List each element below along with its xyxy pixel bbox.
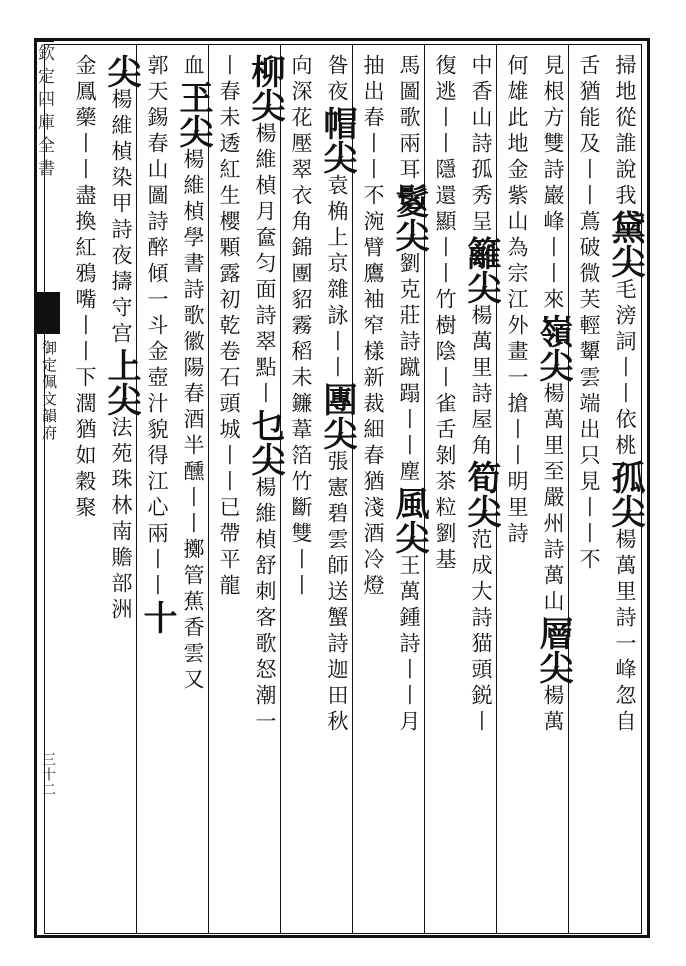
headword: 尖 [101,54,141,88]
text-column [101,54,141,924]
text-segment: 里詩 [505,496,529,548]
text-column [605,54,645,924]
text-segment: 霧稻未鐮葦箔竹斷雙丨丨 [289,314,313,600]
text-segment: 掃地從誰說我 [613,54,637,210]
text-column [533,54,573,924]
text-column [317,54,357,924]
text-column [354,54,386,924]
text-column [210,54,242,924]
text-column [426,54,458,924]
column-rule [568,44,569,934]
text-segment: 舌猶能及丨丨 [577,54,601,210]
text-segment: 血 [181,54,205,80]
text-column [66,54,98,924]
text-column [570,54,602,924]
headword: 鬉尖 [389,184,429,252]
headword: 風尖 [389,486,429,554]
text-segment: 昝夜 [325,54,349,106]
text-segment: 不涴臂鷹袖窄樣新裁 [361,184,385,418]
text-segment: 郭天錫春山圖詩醉傾一斗金壺汁貌得江心兩丨丨 [145,54,169,600]
text-segment: 劉克莊詩蹴蹋丨丨塵 [397,252,421,486]
text-segment: 抽出春丨丨 [361,54,385,184]
text-segment: 丨丨竹樹陰 [433,236,457,366]
text-segment: 馬圖歌兩耳 [397,54,421,184]
text-segment: 毛滂詞丨丨依桃 [613,278,637,460]
text-segment: 金鳳藥丨丨盡換紅鴉嘴 [73,54,97,314]
text-segment: 張憲碧雲師送蟹詩迦田秋 [325,450,349,736]
text-segment: 范成大詩猫頭鋭丨 [469,528,493,736]
text-segment: 楊萬里至嚴州詩萬山 [541,382,565,616]
text-segment: 見根方雙詩巖峰丨丨來 [541,54,565,314]
text-segment: 丨丨下濶猶如穀聚 [73,314,97,522]
text-segment: 丨春未透紅生櫻顆露初乾 [217,54,241,340]
text-segment: 向深 [289,54,313,106]
text-segment: 中香山詩孤秀呈 [469,54,493,236]
headword: 籬尖 [461,236,501,304]
text-segment: 楊萬 [541,684,565,736]
text-column [389,54,429,924]
headword: 玊尖 [173,80,213,148]
headword: 嶺尖 [533,314,573,382]
text-segment: 蔦破微芙輕顰 [577,210,601,366]
headword: 孤尖 [605,460,645,528]
text-segment: 楊維楨學書詩歌徽陽春酒半醺丨丨擲管蕉香雲又 [181,148,205,694]
headword: 筍尖 [461,460,501,528]
headword: 乜尖 [245,408,285,476]
headword: 帽尖 [317,106,357,174]
text-segment: 楊萬里詩一峰忽自 [613,528,637,736]
text-segment: 細春猶淺酒冷燈 [361,418,385,600]
page-number: 三十二 [40,752,56,797]
column-rule [136,44,137,934]
text-segment: 卷石頭城丨丨已帶平龍 [217,340,241,600]
text-segment: 花壓翠衣角錦團貂 [289,106,313,314]
headword: 層尖 [533,616,573,684]
text-segment: 袁桷上京雜詠丨丨 [325,174,349,382]
text-segment: 楊萬里詩屋角 [469,304,493,460]
text-segment: 復逃丨丨隱還顯 [433,54,457,236]
column-rule [208,44,209,934]
text-segment: 楊維楨舒刺客歌怒潮一 [253,476,277,736]
running-title: 欽定四庫全書 [34,44,54,182]
text-segment: 楊維楨月奩匀面詩翠點丨 [253,122,277,408]
headword: 黛尖 [605,210,645,278]
text-column [173,54,213,924]
text-segment: 法苑珠林南贍部洲 [109,416,133,624]
text-segment: 何雄此地金紫山為宗 [505,54,529,288]
headword: 柳尖 [245,54,285,122]
text-column [461,54,501,924]
fishtail-block [34,292,60,334]
text-column [245,54,285,924]
text-column [498,54,530,924]
text-column [282,54,314,924]
headword: 十 [137,600,177,634]
text-segment: 丨雀舌剝茶粒劉基 [433,366,457,574]
corner-mark [34,38,54,42]
column-rule [352,44,353,934]
text-column [137,54,177,924]
margin-caption: 御定佩文韻府 [40,340,58,442]
column-rule [280,44,281,934]
text-segment: 江外畫一搶丨丨明 [505,288,529,496]
headword: 團尖 [317,382,357,450]
text-segment: 雲端出只見丨丨不 [577,366,601,574]
headword: 上尖 [101,348,141,416]
text-segment: 王萬鍾詩丨丨月 [397,554,421,736]
text-segment: 楊維楨染甲詩夜擣守宫 [109,88,133,348]
